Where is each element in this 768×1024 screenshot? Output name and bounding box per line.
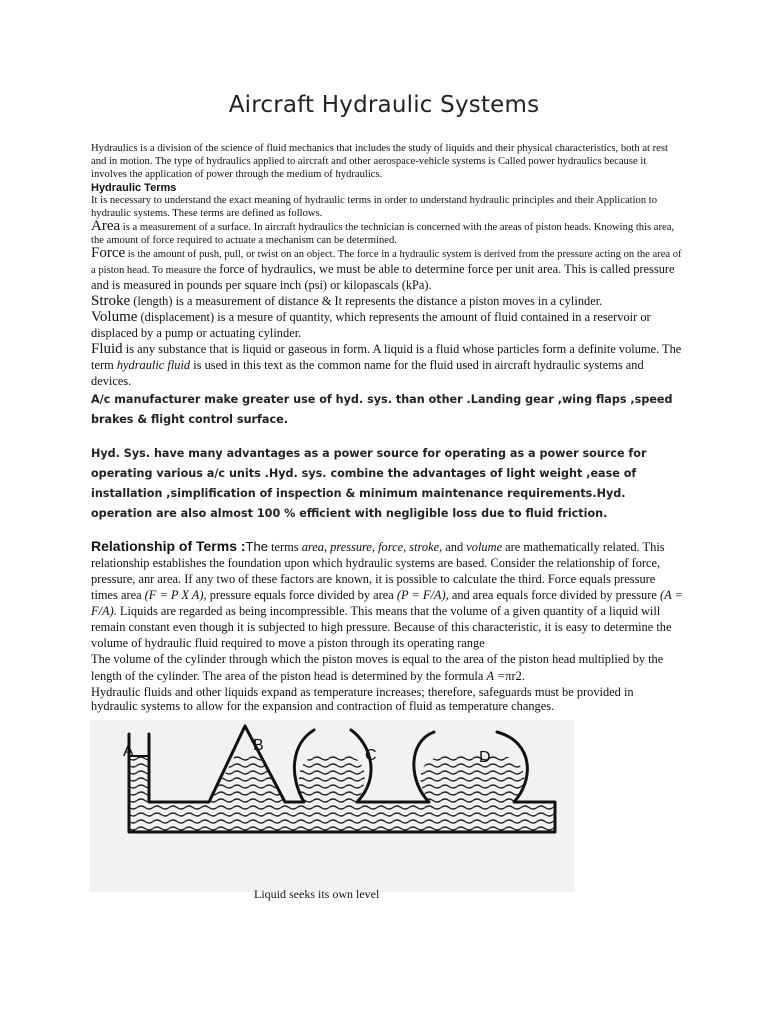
label-d: D bbox=[479, 749, 491, 766]
cylinder-formula: A = bbox=[486, 669, 506, 683]
fluid-text-italic: hydraulic fluid bbox=[116, 358, 191, 372]
force-text-med: force of hydraulics, we must be able to determine force per unit area. This is called pressure and is measured in pounds per square inch (psi) or kilopascals (kPa). bbox=[91, 262, 675, 292]
relationship-t4: pressure equals force divided by area bbox=[206, 588, 397, 602]
term-force: Force bbox=[91, 245, 126, 261]
area-definition bbox=[91, 220, 683, 247]
section-heading-hydraulic-terms: Hydraulic Terms bbox=[91, 182, 177, 194]
relationship-lead: The bbox=[245, 539, 268, 554]
term-volume: Volume bbox=[91, 309, 138, 325]
figure-caption: Liquid seeks its own level bbox=[254, 887, 380, 901]
expansion-paragraph: Hydraulic fluids and other liquids expand as temperature increases; therefore, safeguards must be provided in hydraulic systems to allow for the expansion and contraction of fluid as temperature changes. bbox=[91, 685, 634, 713]
relationship-i1: area, pressure, force, stroke, bbox=[301, 540, 443, 554]
page-title: Aircraft Hydraulic Systems bbox=[228, 92, 540, 118]
terms-intro-paragraph: It is necessary to understand the exact meaning of hydraulic terms in order to understand hydraulic principles and their Application to hydraulic systems. These terms are defined as follows. bbox=[91, 195, 658, 219]
relationship-t3: are mathematically related. This relationship establishes the foundation upon which hydraulic systems are based. Consider the relationship of force, pressure, anr area. If any two of these factors are known, it is possible to calculate the third. Force equals pressure times area bbox=[91, 540, 665, 602]
force-definition bbox=[91, 247, 683, 293]
stroke-definition bbox=[91, 293, 683, 309]
area-text: is a measurement of a surface. In aircraft hydraulics the technician is concerned with the areas of piston heads. Knowing this area, the amount of force required to actuate a mechanism can be determined. bbox=[91, 222, 675, 246]
fluid-text-2: is used in this text as the common name for the fluid used in aircraft hydraulic systems and devices. bbox=[91, 358, 644, 388]
cylinder-text: The volume of the cylinder through which the piston moves is equal to the area of the piston head multiplied by the length of the cylinder. The area of the piston head is determined by the formula bbox=[91, 652, 664, 683]
relationship-t5: and area equals force divided by pressure bbox=[448, 588, 660, 602]
term-stroke: Stroke bbox=[91, 293, 131, 309]
formula-pressure: (P = F/A), bbox=[396, 588, 449, 602]
relationship-paragraph bbox=[91, 538, 683, 651]
stroke-text: (length) is a measurement of distance & It represents the distance a piston moves in a cylinder. bbox=[130, 294, 603, 308]
force-text-small: is the amount of push, pull, or twist on an object. The force in a hydraulic system is derived from the pressure acting on the area of a piston head. To measure the bbox=[91, 249, 682, 276]
label-a: A bbox=[123, 743, 134, 760]
label-b: B bbox=[253, 737, 264, 754]
fluid-text-1: is any substance that is liquid or gaseous in form. A liquid is a fluid whose particles form a definite volume. The term bbox=[91, 342, 682, 372]
ac-usage-paragraph: A/c manufacturer make greater use of hyd. sys. than other .Landing gear ,wing flaps ,speed brakes & flight control surface. bbox=[91, 393, 673, 426]
formula-area: (A = F/A). bbox=[91, 588, 683, 618]
volume-definition bbox=[91, 309, 683, 341]
liquid-level-figure bbox=[89, 720, 575, 892]
volume-text: (displacement) is a mesure of quantity, which represents the amount of fluid contained in a reservoir or displaced by a pump or actuating cylinder. bbox=[91, 310, 651, 340]
relationship-t1: terms bbox=[267, 540, 302, 554]
relationship-heading: Relationship of Terms : bbox=[91, 538, 246, 554]
cylinder-paragraph bbox=[91, 651, 683, 685]
term-area: Area bbox=[91, 218, 121, 234]
relationship-i2: volume bbox=[466, 540, 503, 554]
advantages-paragraph: Hyd. Sys. have many advantages as a power source for operating as a power source for operating various a/c units .Hyd. sys. combine the advantages of light weight ,ease of installation ,simplification of inspection & minimum maintenance requirements.Hyd. operation are also almost 100 % efficient with negligible loss due to fluid friction. bbox=[91, 447, 647, 520]
intro-paragraph: Hydraulics is a division of the science of fluid mechanics that includes the study of liquids and their physical characteristics, both at rest and in motion. The type of hydraulics applied to aircraft and other aerospace-vehicle systems is Called power hydraulics because it involves the application of power through the medium of hydraulics. bbox=[91, 143, 668, 180]
fluid-definition bbox=[91, 341, 683, 389]
relationship-t6: Liquids are regarded as being incompressible. This means that the volume of a given quantity of a liquid will remain constant even though it is subjected to high pressure. Because of this characteristic, it is easy to determine the volume of hydraulic fluid required to move a piston through its operating range bbox=[91, 604, 672, 650]
vessels-diagram bbox=[89, 720, 575, 892]
document-body bbox=[91, 142, 683, 713]
formula-force: (F = P X A), bbox=[144, 588, 207, 602]
cylinder-formula-rest: πr2. bbox=[505, 669, 525, 683]
relationship-t2: and bbox=[442, 540, 467, 554]
label-c: C bbox=[365, 747, 377, 764]
term-fluid: Fluid bbox=[91, 341, 123, 357]
